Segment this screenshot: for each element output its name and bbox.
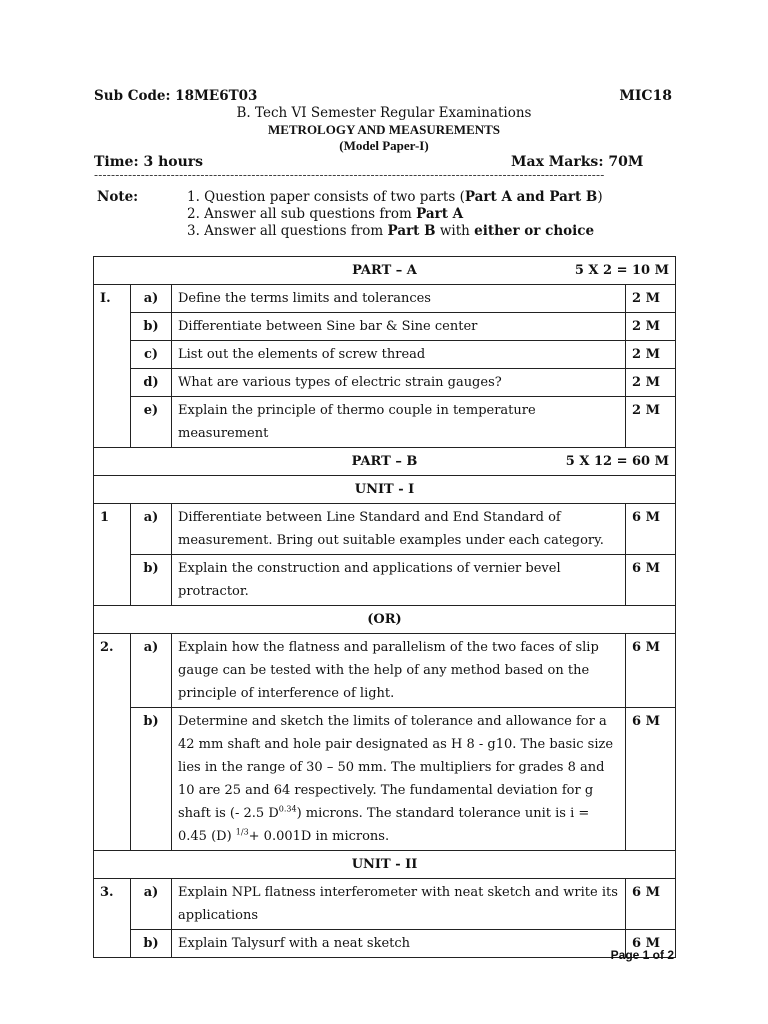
paper-code: MIC18 <box>619 88 672 104</box>
sub-code <box>94 88 257 104</box>
table-row <box>94 555 676 606</box>
exponent: 0.34 <box>278 804 297 814</box>
table-row <box>94 634 676 708</box>
note-label: Note: <box>97 189 139 205</box>
sub-question-label: e) <box>131 397 172 448</box>
sub-question-label: a) <box>131 634 172 708</box>
unit-1-header <box>94 476 676 504</box>
note-line-1: 1. Question paper consists of two parts (Part A and Part B) <box>187 189 603 205</box>
table-row <box>94 879 676 930</box>
question-text: List out the elements of screw thread <box>172 341 626 369</box>
question-text: Explain how the flatness and parallelism of the two faces of slip gauge can be tested with the help of any method based on the principle of interference of light. <box>172 634 626 708</box>
table-row <box>94 369 676 397</box>
table-row <box>94 504 676 555</box>
exponent: 1/3 <box>235 827 249 837</box>
exam-title: B. Tech VI Semester Regular Examinations <box>236 105 532 121</box>
unit-2-header <box>94 851 676 879</box>
model-paper-label: (Model Paper-I) <box>339 138 429 153</box>
question-number: 2. <box>94 634 131 851</box>
question-text: Explain Talysurf with a neat sketch <box>172 930 626 958</box>
sub-question-label: b) <box>131 930 172 958</box>
question-marks: 6 M <box>626 504 676 555</box>
sub-question-label: a) <box>131 285 172 313</box>
question-marks: 2 M <box>626 285 676 313</box>
table-row <box>94 341 676 369</box>
separator-line: ------------------------------------------------------------------------------------------------------------------------ <box>94 168 605 182</box>
question-text: Explain NPL flatness interferometer with neat sketch and write its applications <box>172 879 626 930</box>
part-b-title: PART – B <box>351 454 418 469</box>
or-divider <box>94 606 676 634</box>
question-text: Differentiate between Sine bar & Sine center <box>172 313 626 341</box>
sub-question-label: c) <box>131 341 172 369</box>
question-marks: 2 M <box>626 341 676 369</box>
or-label: (OR) <box>94 606 676 634</box>
sub-question-label: b) <box>131 313 172 341</box>
note-line-2: 2. Answer all sub questions from Part A <box>187 206 464 222</box>
question-marks: 2 M <box>626 369 676 397</box>
question-number: 3. <box>94 879 131 958</box>
sub-question-label: a) <box>131 879 172 930</box>
sub-question-label: d) <box>131 369 172 397</box>
question-text: What are various types of electric strain gauges? <box>172 369 626 397</box>
question-marks: 2 M <box>626 397 676 448</box>
question-text: Differentiate between Line Standard and End Standard of measurement. Bring out suitable examples under each category. <box>172 504 626 555</box>
unit-1-title: UNIT - I <box>94 476 676 504</box>
part-a-title: PART – A <box>352 263 417 278</box>
part-b-marks: 5 X 12 = 60 M <box>565 454 669 469</box>
question-marks: 2 M <box>626 313 676 341</box>
sub-question-label: b) <box>131 708 172 851</box>
page-number: Page 1 of 2 <box>610 948 674 962</box>
question-table <box>93 256 676 958</box>
part-a-marks: 5 X 2 = 10 M <box>574 263 669 278</box>
table-row <box>94 313 676 341</box>
question-number: 1 <box>94 504 131 606</box>
question-text: Define the terms limits and tolerances <box>172 285 626 313</box>
question-text: Explain the construction and applications of vernier bevel protractor. <box>172 555 626 606</box>
subject-title: METROLOGY AND MEASUREMENTS <box>267 122 501 137</box>
part-b-header <box>94 448 676 476</box>
table-row <box>94 708 676 851</box>
unit-2-title: UNIT - II <box>94 851 676 879</box>
question-marks: 6 M <box>626 708 676 851</box>
table-row <box>94 397 676 448</box>
exam-time: Time: 3 hours <box>94 154 204 170</box>
table-row <box>94 930 676 958</box>
sub-question-label: b) <box>131 555 172 606</box>
note-line-3: 3. Answer all questions from Part B with either or choice <box>187 223 595 239</box>
table-row <box>94 285 676 313</box>
question-marks: 6 M <box>626 555 676 606</box>
question-marks: 6 M <box>626 930 676 958</box>
question-marks: 6 M <box>626 879 676 930</box>
sub-question-label: a) <box>131 504 172 555</box>
max-marks: Max Marks: 70M <box>511 154 644 170</box>
sub-code-label: Sub Code: <box>94 88 171 104</box>
question-number: I. <box>94 285 131 448</box>
question-marks: 6 M <box>626 634 676 708</box>
sub-code-value: 18ME6T03 <box>175 88 258 104</box>
question-text: Determine and sketch the limits of tolerance and allowance for a 42 mm shaft and hole pair designated as H 8 - g10. The basic size lies in the range of 30 – 50 mm. The multipliers for grades 8 and 10 are 25 and 64 respectively. The fundamental deviation for g shaft is (- 2.5 $D^{0.34}$) microns. The standard tolerance unit is i = 0.45 (D) $^{1/3}$+ 0.001D in microns. <box>172 708 626 851</box>
question-text: Explain the principle of thermo couple in temperature measurement <box>172 397 626 448</box>
part-a-header <box>94 257 676 285</box>
